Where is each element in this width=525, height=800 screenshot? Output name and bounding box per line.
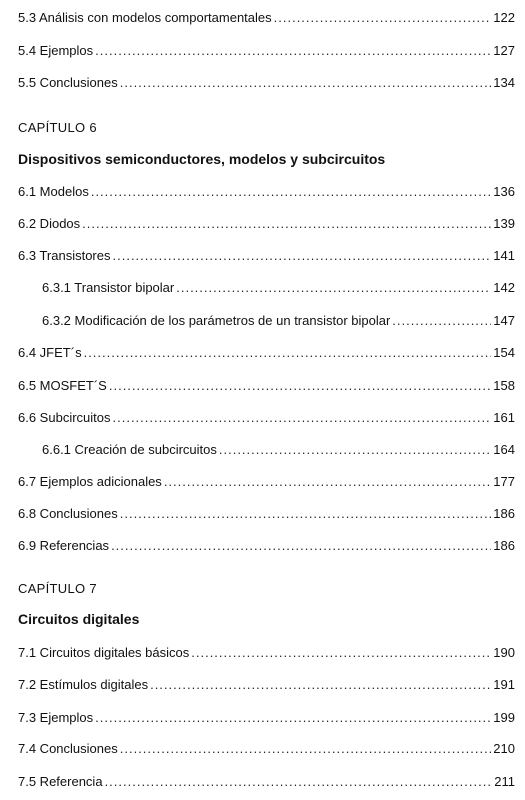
toc-entry-page: 210 bbox=[493, 741, 515, 756]
toc-entry-5-3[interactable] bbox=[18, 10, 515, 26]
toc-entry-label: 6.4 JFET´s bbox=[18, 345, 82, 360]
chapter-7-title: Circuitos digitales bbox=[18, 611, 140, 627]
dot-leader bbox=[150, 677, 491, 693]
toc-entry-6-3-1[interactable] bbox=[42, 280, 515, 296]
toc-entry-page: 142 bbox=[493, 280, 515, 295]
toc-entry-6-1[interactable] bbox=[18, 184, 515, 200]
toc-entry-page: 136 bbox=[493, 184, 515, 199]
toc-entry-page: 161 bbox=[493, 410, 515, 425]
toc-entry-7-2[interactable] bbox=[18, 677, 515, 693]
toc-entry-6-6-1[interactable] bbox=[42, 442, 515, 458]
dot-leader bbox=[392, 313, 491, 329]
dot-leader bbox=[274, 10, 492, 26]
toc-entry-label: 7.5 Referencia bbox=[18, 774, 103, 789]
toc-entry-7-3[interactable] bbox=[18, 710, 515, 726]
toc-entry-label: 6.5 MOSFET´S bbox=[18, 378, 107, 393]
toc-entry-page: 158 bbox=[493, 378, 515, 393]
toc-entry-page: 191 bbox=[493, 677, 515, 692]
dot-leader bbox=[109, 378, 491, 394]
toc-entry-label: 6.3.1 Transistor bipolar bbox=[42, 280, 175, 295]
dot-leader bbox=[120, 75, 492, 91]
toc-entry-label: 7.1 Circuitos digitales básicos bbox=[18, 645, 190, 660]
toc-entry-page: 134 bbox=[493, 75, 515, 90]
dot-leader bbox=[95, 43, 491, 59]
toc-entry-label: 6.3 Transistores bbox=[18, 248, 111, 263]
toc-entry-6-9[interactable] bbox=[18, 538, 515, 554]
toc-entry-page: 190 bbox=[493, 645, 515, 660]
toc-entry-label: 6.8 Conclusiones bbox=[18, 506, 118, 521]
toc-entry-6-8[interactable] bbox=[18, 506, 515, 522]
toc-entry-6-3-2[interactable] bbox=[42, 313, 515, 329]
dot-leader bbox=[95, 710, 491, 726]
toc-entry-6-7[interactable] bbox=[18, 474, 515, 490]
toc-entry-label: 7.2 Estímulos digitales bbox=[18, 677, 149, 692]
toc-entry-5-4[interactable] bbox=[18, 43, 515, 59]
chapter-6-label: CAPÍTULO 6 bbox=[18, 120, 97, 135]
dot-leader bbox=[82, 216, 491, 232]
dot-leader bbox=[219, 442, 491, 458]
dot-leader bbox=[105, 774, 493, 790]
toc-entry-page: 154 bbox=[493, 345, 515, 360]
toc-entry-page: 211 bbox=[494, 774, 515, 789]
toc-entry-5-5[interactable] bbox=[18, 75, 515, 91]
toc-entry-page: 127 bbox=[493, 43, 515, 58]
toc-entry-label: 5.5 Conclusiones bbox=[18, 75, 118, 90]
toc-entry-label: 6.1 Modelos bbox=[18, 184, 89, 199]
toc-entry-page: 122 bbox=[493, 10, 515, 25]
toc-entry-7-5[interactable] bbox=[18, 774, 515, 790]
dot-leader bbox=[113, 410, 492, 426]
toc-entry-label: 6.3.2 Modificación de los parámetros de un transistor bipolar bbox=[42, 313, 391, 328]
chapter-6-title: Dispositivos semiconductores, modelos y subcircuitos bbox=[18, 151, 386, 167]
toc-entry-6-3[interactable] bbox=[18, 248, 515, 264]
toc-entry-6-4[interactable] bbox=[18, 345, 515, 361]
toc-entry-page: 139 bbox=[493, 216, 515, 231]
toc-entry-label: 6.9 Referencias bbox=[18, 538, 110, 553]
toc-entry-page: 141 bbox=[493, 248, 515, 263]
dot-leader bbox=[91, 184, 491, 200]
toc-entry-6-5[interactable] bbox=[18, 378, 515, 394]
toc-entry-label: 6.2 Diodos bbox=[18, 216, 81, 231]
chapter-7-label: CAPÍTULO 7 bbox=[18, 581, 97, 596]
dot-leader bbox=[176, 280, 491, 296]
dot-leader bbox=[113, 248, 492, 264]
toc-entry-7-4[interactable] bbox=[18, 741, 515, 757]
dot-leader bbox=[111, 538, 491, 554]
toc-entry-label: 7.4 Conclusiones bbox=[18, 741, 118, 756]
toc-entry-page: 186 bbox=[493, 506, 515, 521]
toc-entry-page: 177 bbox=[493, 474, 515, 489]
dot-leader bbox=[120, 741, 492, 757]
toc-entry-page: 147 bbox=[493, 313, 515, 328]
dot-leader bbox=[191, 645, 491, 661]
toc-entry-page: 199 bbox=[493, 710, 515, 725]
toc-entry-page: 164 bbox=[493, 442, 515, 457]
toc-entry-6-2[interactable] bbox=[18, 216, 515, 232]
toc-entry-label: 6.6.1 Creación de subcircuitos bbox=[42, 442, 217, 457]
dot-leader bbox=[120, 506, 492, 522]
toc-entry-7-1[interactable] bbox=[18, 645, 515, 661]
toc-entry-page: 186 bbox=[493, 538, 515, 553]
toc-entry-6-6[interactable] bbox=[18, 410, 515, 426]
toc-entry-label: 5.3 Análisis con modelos comportamentales bbox=[18, 10, 272, 25]
toc-entry-label: 6.6 Subcircuitos bbox=[18, 410, 111, 425]
toc-entry-label: 5.4 Ejemplos bbox=[18, 43, 94, 58]
toc-entry-label: 7.3 Ejemplos bbox=[18, 710, 94, 725]
dot-leader bbox=[84, 345, 492, 361]
toc-entry-label: 6.7 Ejemplos adicionales bbox=[18, 474, 162, 489]
dot-leader bbox=[164, 474, 491, 490]
